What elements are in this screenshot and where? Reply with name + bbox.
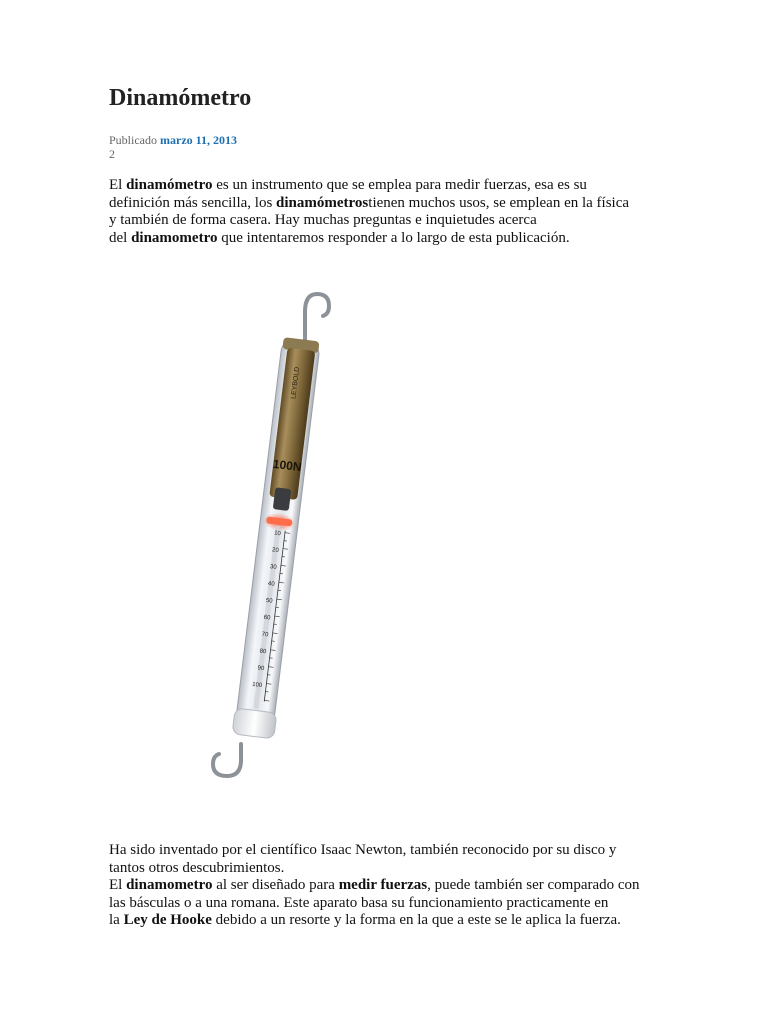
text-line: las básculas o a una romana. Este aparato basa su funcionamiento practicamente en [109, 894, 609, 911]
scale-label: 20 [271, 547, 280, 555]
scale-label: 50 [265, 597, 273, 605]
scale-label: 60 [263, 614, 271, 622]
intro-paragraph [109, 177, 629, 247]
text-line: definición más sencilla, los dinamómetrostienen muchos usos, se emplean en la física [109, 194, 630, 211]
text-line: del dinamometro que intentaremos responder a lo largo de esta publicación. [109, 229, 570, 246]
published-label: Publicado [109, 133, 157, 147]
scale-label: 80 [259, 648, 267, 656]
brand-text: LEYBOLD [290, 366, 302, 400]
body-paragraph [109, 842, 640, 930]
text-line: Ha sido inventado por el científico Isaac Newton, también reconocido por su disco y [109, 842, 617, 858]
text-line: El dinamómetro es un instrumento que se emplea para medir fuerzas, esa es su [109, 177, 587, 193]
keyword-dinamometros: dinamómetros [276, 194, 369, 211]
scale-label: 10 [273, 530, 282, 538]
scale-label: 100 [251, 681, 263, 690]
dynamometer-illustration [109, 282, 369, 812]
capacity-label: 100N [272, 456, 303, 475]
scale-label: 90 [257, 665, 265, 673]
post-meta [109, 133, 237, 161]
text-line: la Ley de Hooke debido a un resorte y la forma en la que a este se le aplica la fuerza. [109, 912, 621, 928]
text-line: tantos otros descubrimientos. [109, 859, 285, 876]
published-date-link[interactable]: marzo 11, 2013 [160, 133, 237, 147]
comment-count[interactable]: 2 [109, 147, 115, 161]
dynamometer-image [109, 282, 369, 812]
scale-label: 30 [269, 564, 277, 571]
scale-label: 70 [261, 631, 269, 639]
text-line: y también de forma casera. Hay muchas preguntas e inquietudes acerca [109, 212, 537, 228]
scale-label: 40 [267, 581, 275, 588]
text-line: El dinamometro al ser diseñado para medir fuerzas, puede también ser comparado con [109, 877, 640, 893]
post-title: Dinamómetro [109, 85, 252, 111]
keyword-medir-fuerzas: medir fuerzas [338, 877, 428, 893]
keyword-dinamometro: dinamometro [131, 229, 218, 246]
keyword-dinamometro: dinamómetro [126, 177, 213, 193]
keyword-dinamometro: dinamometro [126, 877, 213, 893]
keyword-ley-de-hooke: Ley de Hooke [123, 912, 212, 928]
